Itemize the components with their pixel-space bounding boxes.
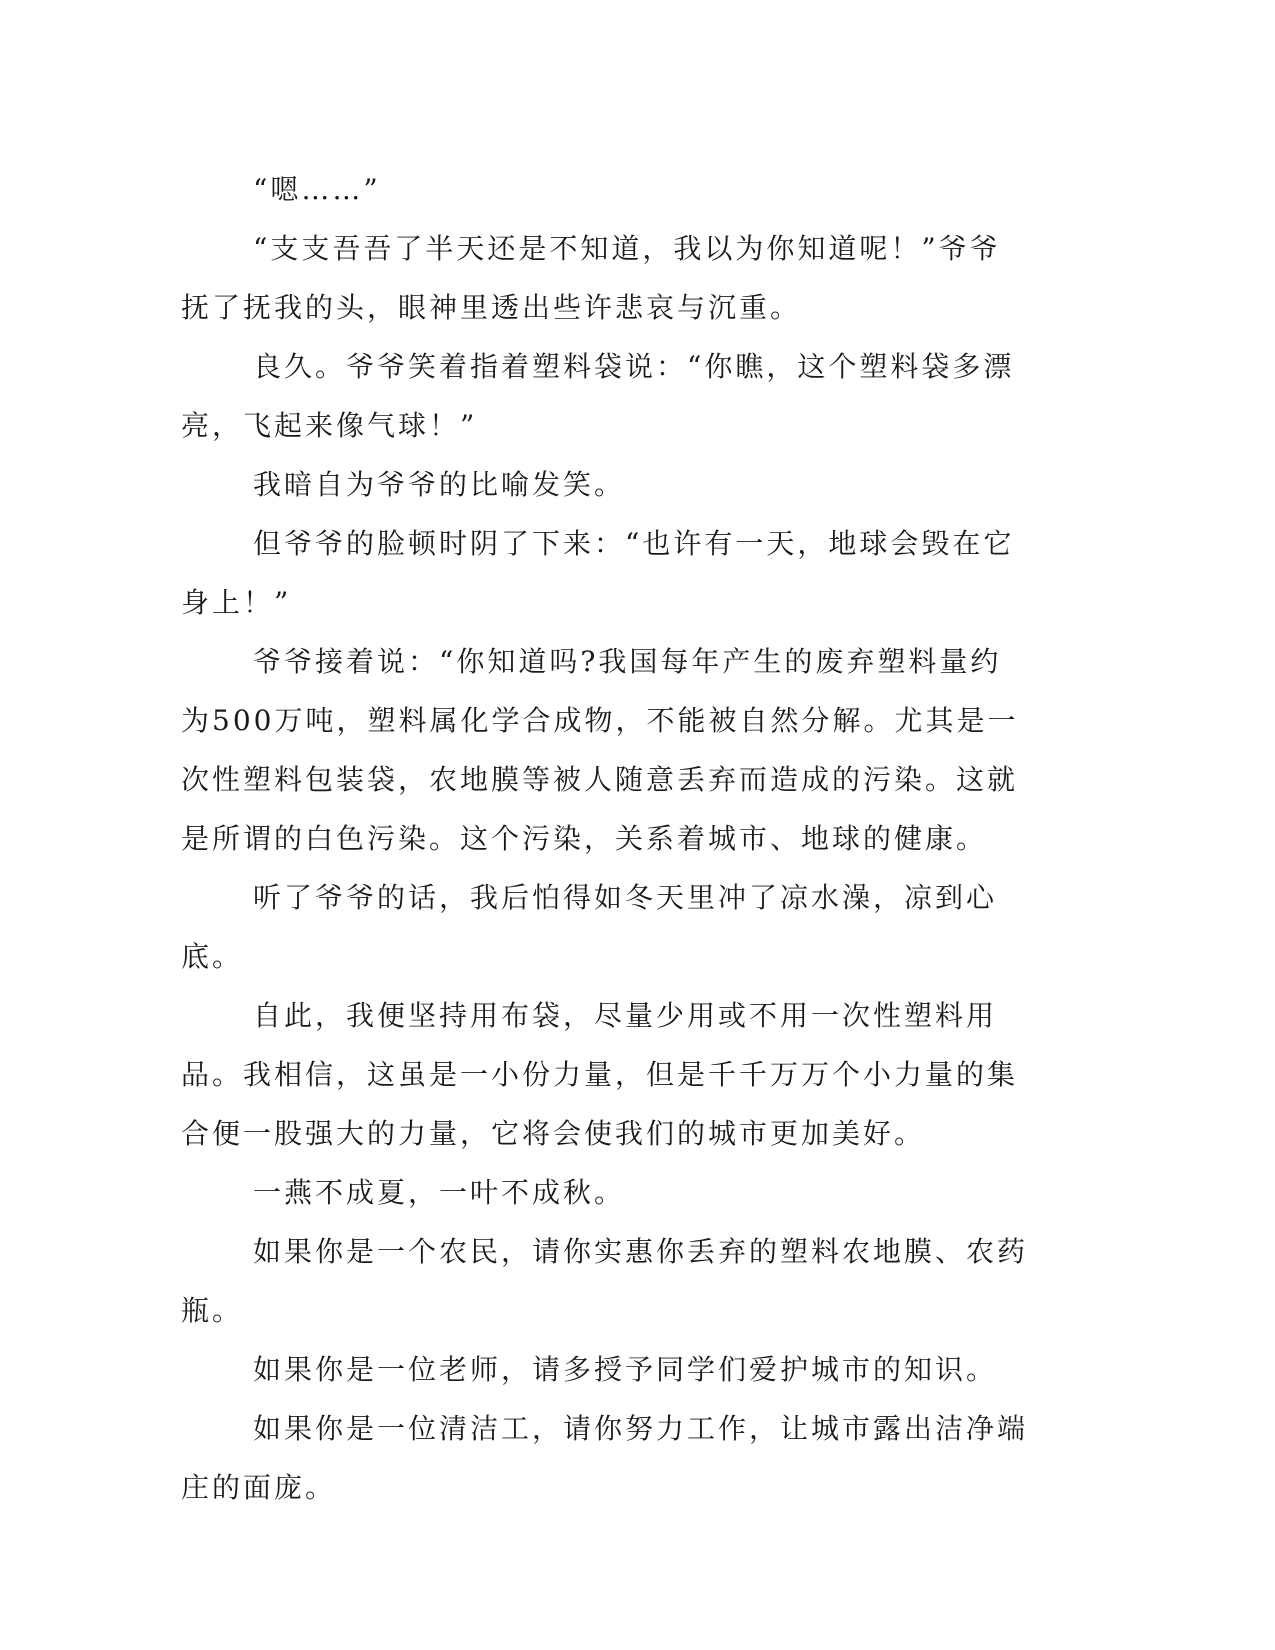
paragraph: 如果你是一个农民，请你实惠你丢弃的塑料农地膜、农药瓶。 bbox=[181, 1235, 1029, 1327]
paragraph: 听了爷爷的话，我后怕得如冬天里冲了凉水澡，凉到心底。 bbox=[181, 881, 998, 973]
paragraph: “嗯……” bbox=[253, 173, 381, 206]
paragraph: 良久。爷爷笑着指着塑料袋说：“你瞧，这个塑料袋多漂亮，飞起来像气球！” bbox=[181, 350, 1015, 442]
paragraph: 一燕不成夏，一叶不成秋。 bbox=[253, 1176, 626, 1209]
paragraph: 自此，我便坚持用布袋，尽量少用或不用一次性塑料用品。我相信，这虽是一小份力量，但是千千万万个小力量的集合便一股强大的力量，它将会使我们的城市更加美好。 bbox=[181, 999, 1019, 1150]
paragraph: 爷爷接着说：“你知道吗?我国每年产生的废弃塑料量约为500万吨，塑料属化学合成物，不能被自然分解。尤其是一次性塑料包装袋，农地膜等被人随意丢弃而造成的污染。这就是所谓的白色污染。这个污染，关系着城市、地球的健康。 bbox=[181, 645, 1019, 855]
paragraph: 但爷爷的脸顿时阴了下来：“也许有一天，地球会毁在它身上！” bbox=[181, 527, 1015, 619]
paragraph: “支支吾吾了半天还是不知道，我以为你知道呢！”爷爷抚了抚我的头，眼神里透出些许悲哀与沉重。 bbox=[181, 232, 1001, 324]
body-text bbox=[181, 160, 1029, 1517]
paragraph: 如果你是一位清洁工，请你努力工作，让城市露出洁净端庄的面庞。 bbox=[181, 1412, 1029, 1504]
paragraph: 我暗自为爷爷的比喻发笑。 bbox=[253, 468, 626, 501]
paragraph: 如果你是一位老师，请多授予同学们爱护城市的知识。 bbox=[253, 1353, 998, 1386]
